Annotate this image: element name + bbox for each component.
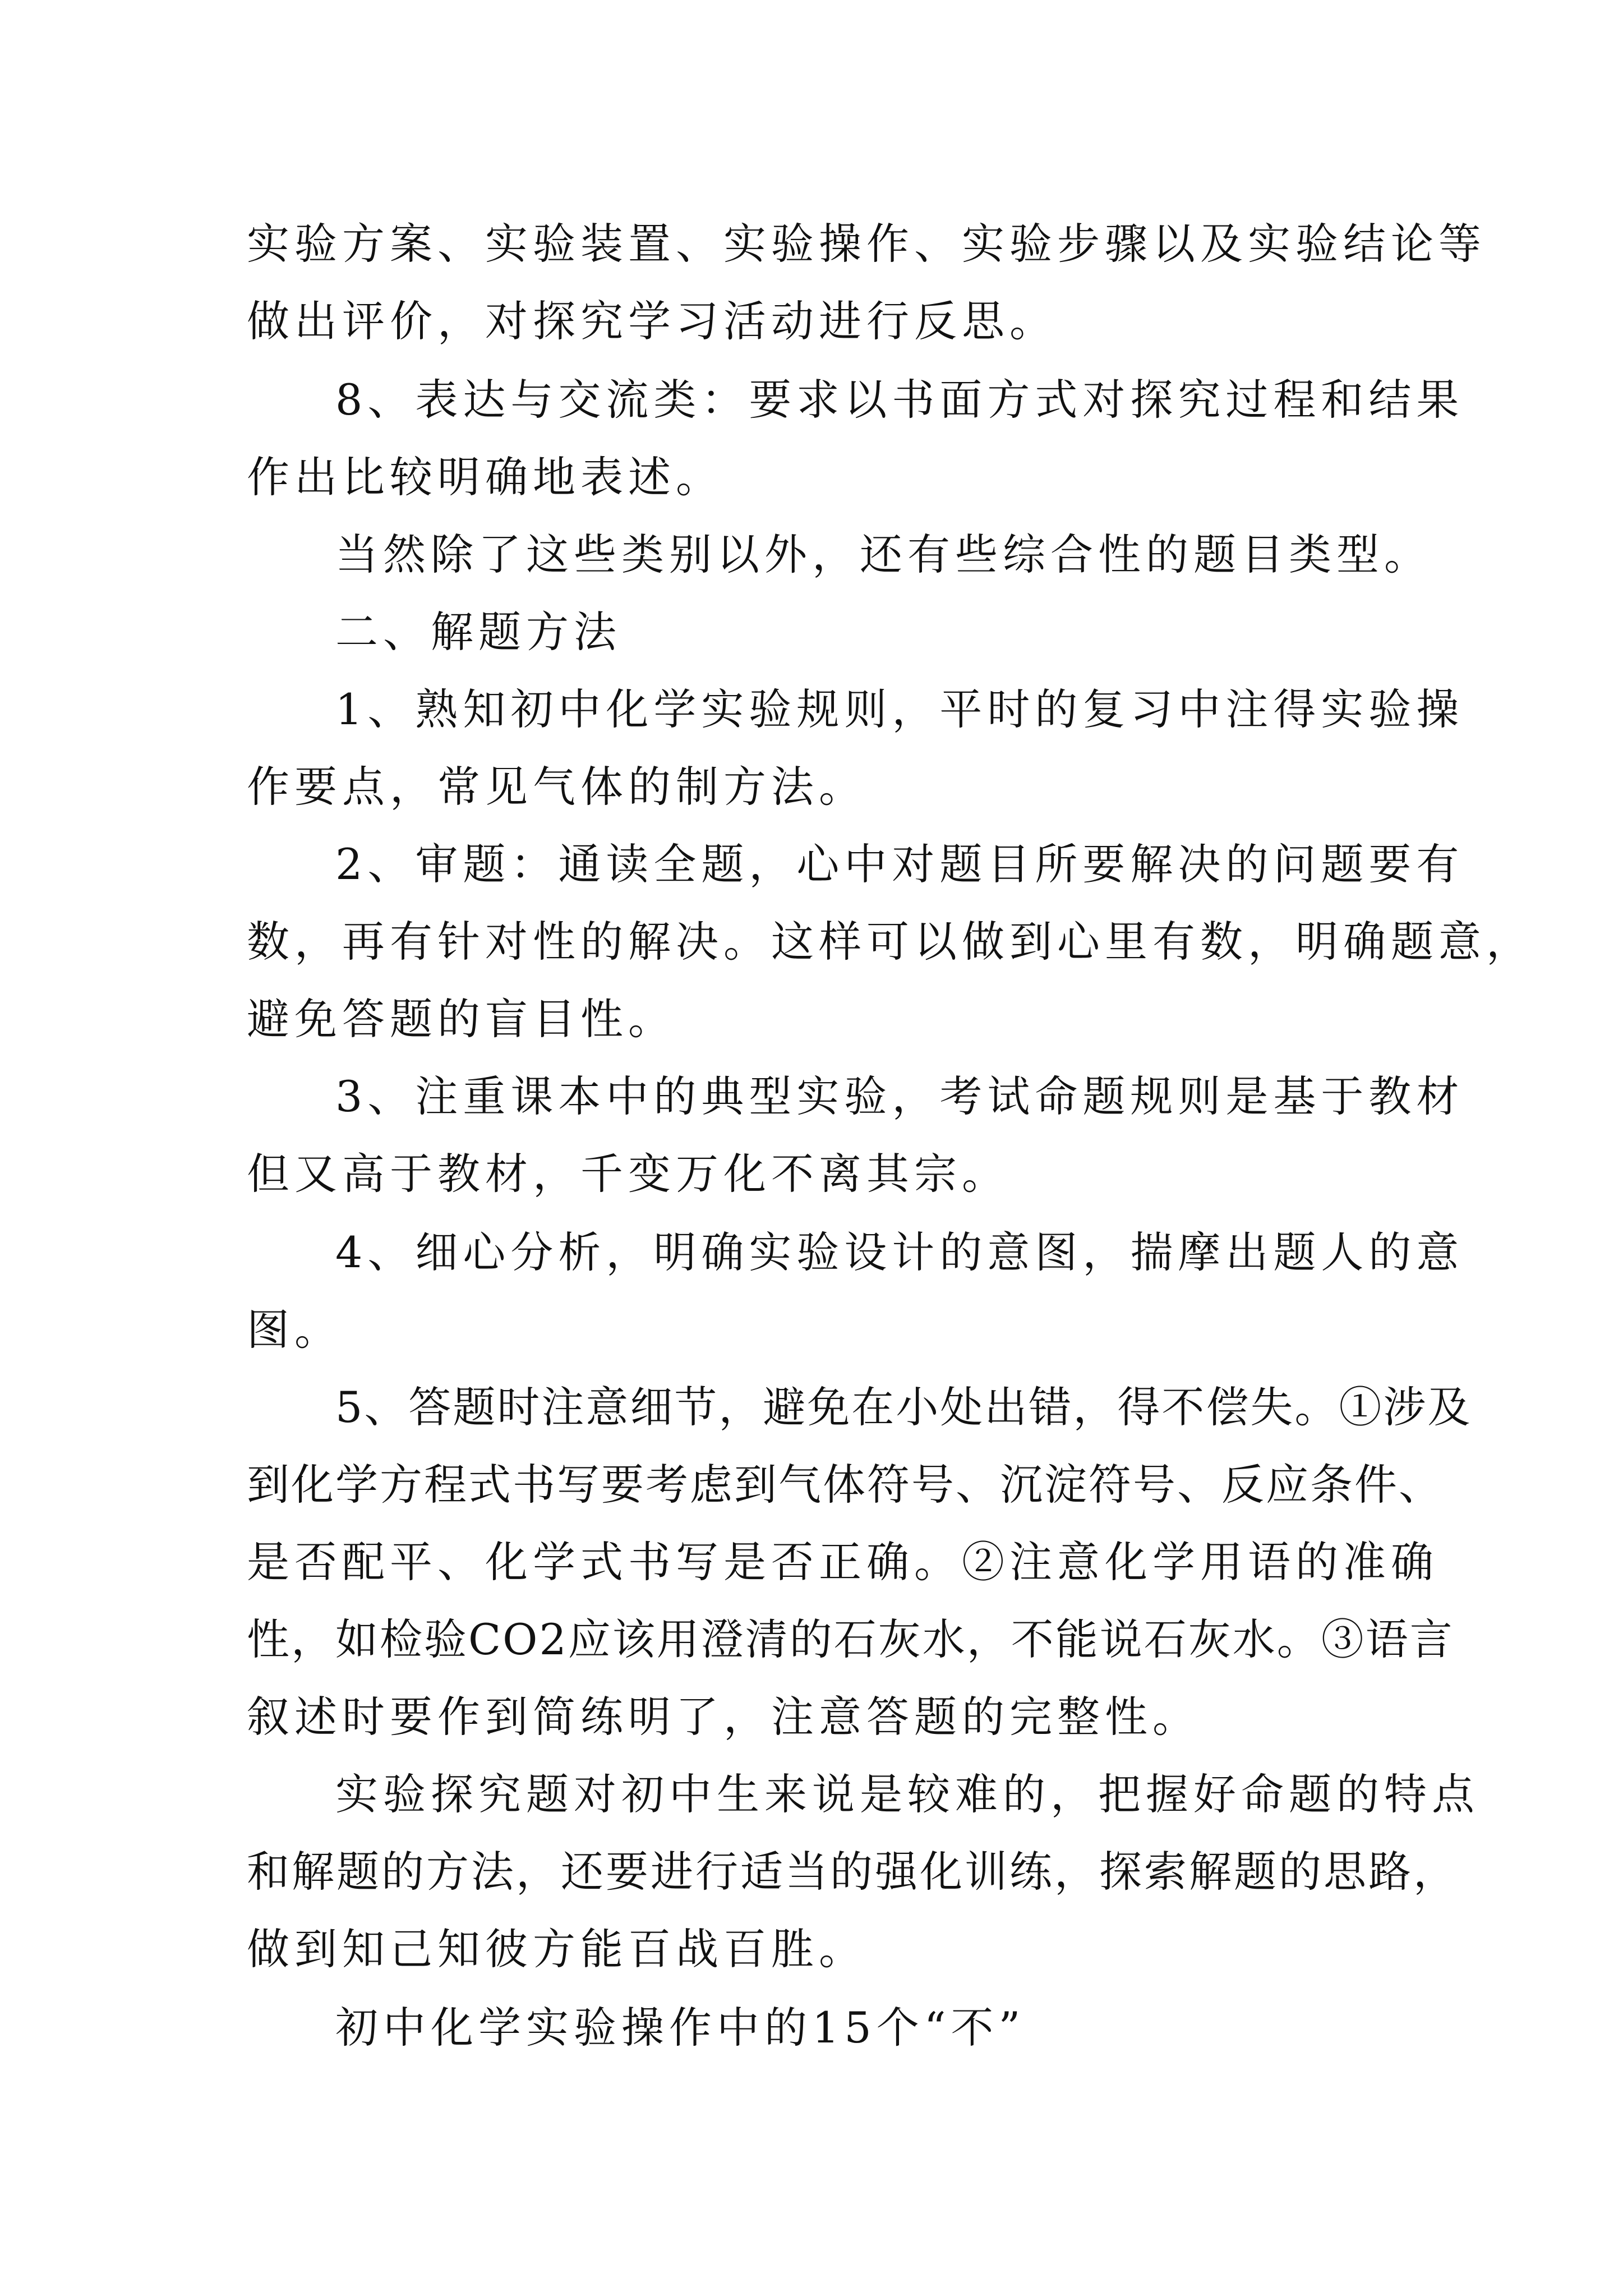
text-line: 做到知己知彼方能百战百胜。 [247,1924,866,1974]
text-line: 当然除了这些类别以外，还有些综合性的题目类型。 [335,530,1432,579]
text-line: 1、熟知初中化学实验规则，平时的复习中注得实验操 [335,684,1464,734]
text-line: 做出评价，对探究学习活动进行反思。 [247,296,1057,346]
text-line: 避免答题的盲目性。 [247,994,676,1044]
text-line: 到化学方程式书写要考虑到气体符号、沉淀符号、反应条件、 [247,1460,1443,1510]
text-line: 叙述时要作到简练明了，注意答题的完整性。 [247,1692,1200,1742]
text-line: 8、表达与交流类：要求以书面方式对探究过程和结果 [335,375,1464,425]
text-line: 和解题的方法，还要进行适当的强化训练，探索解题的思路， [247,1847,1458,1897]
text-line: 5、答题时注意细节，避免在小处出错，得不偿失。①涉及 [335,1382,1472,1432]
text-line: 性，如检验CO2应该用澄清的石灰水，不能说石灰水。③语言 [247,1614,1454,1664]
text-line: 3、注重课本中的典型实验，考试命题规则是基于教材 [335,1071,1464,1121]
text-line: 作要点，常见气体的制方法。 [247,762,866,812]
text-line: 实验探究题对初中生来说是较难的，把握好命题的特点 [335,1769,1479,1819]
text-line: 数，再有针对性的解决。这样可以做到心里有数，明确题意， [247,917,1534,967]
text-line: 是否配平、化学式书写是否正确。②注意化学用语的准确 [247,1537,1438,1587]
text-line: 实验方案、实验装置、实验操作、实验步骤以及实验结论等 [247,219,1486,269]
text-line: 4、细心分析，明确实验设计的意图，揣摩出题人的意 [335,1227,1464,1277]
text-line: 2、审题：通读全题，心中对题目所要解决的问题要有 [335,839,1464,889]
section-heading: 二、解题方法 [335,607,621,657]
section-heading: 初中化学实验操作中的15个“不” [335,2003,1026,2053]
text-line: 但又高于教材，千变万化不离其宗。 [247,1149,1009,1199]
text-line: 作出比较明确地表述。 [247,452,723,502]
text-line: 图。 [247,1305,342,1355]
